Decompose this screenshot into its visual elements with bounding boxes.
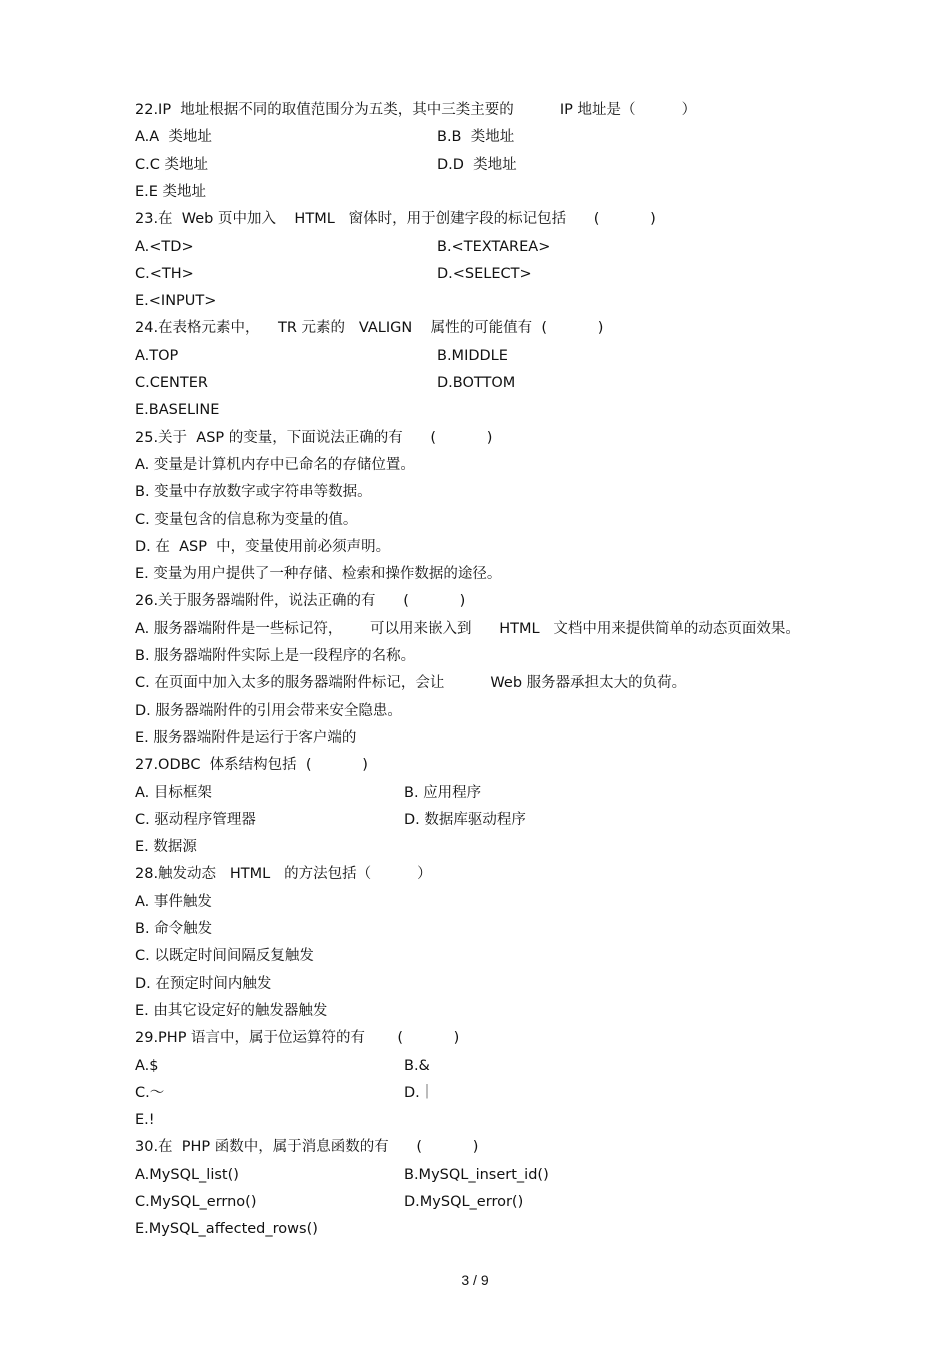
question-stem: 25.关于 ASP 的变量，下面说法正确的有 ( ) <box>135 429 493 446</box>
answer-option: C.MySQL_errno() <box>135 1194 257 1210</box>
answer-option: A.A 类地址 <box>135 129 212 146</box>
answer-option: E.<INPUT> <box>135 293 217 310</box>
answer-option: B.B 类地址 <box>437 129 515 146</box>
answer-option: E.BASELINE <box>135 402 220 419</box>
answer-option: B. 应用程序 <box>404 784 482 801</box>
question-stem: 30.在 PHP 函数中，属于消息函数的有 ( ) <box>135 1139 479 1156</box>
answer-option: B. 变量中存放数字或字符串等数据。 <box>135 484 372 501</box>
question-stem: 28.触发动态 HTML 的方法包括（ ） <box>135 866 432 883</box>
answer-option: D. 数据库驱动程序 <box>404 811 526 828</box>
answer-option: B.& <box>404 1057 430 1074</box>
page-number: 3 / 9 <box>461 1272 489 1288</box>
answer-option: A. 目标框架 <box>135 784 212 801</box>
answer-option: A.MySQL_list() <box>135 1166 239 1183</box>
question-stem: 26.关于服务器端附件，说法正确的有 ( ) <box>135 593 466 610</box>
answer-option: E. 服务器端附件是运行于客户端的 <box>135 729 357 746</box>
answer-option: D.D 类地址 <box>437 156 517 173</box>
question-stem: 22.IP 地址根据不同的取值范围分为五类，其中三类主要的 IP 地址是（ ） <box>135 102 697 118</box>
answer-option: A. 变量是计算机内存中已命名的存储位置。 <box>135 456 415 473</box>
answer-option: B.MIDDLE <box>437 347 508 364</box>
answer-option: D.BOTTOM <box>437 375 516 391</box>
answer-option: C.<TH> <box>135 265 194 282</box>
answer-option: D.<SELECT> <box>437 265 532 282</box>
answer-option: C. 在页面中加入太多的服务器端附件标记，会让 Web 服务器承担太大的负荷。 <box>135 675 687 692</box>
answer-option: B. 命令触发 <box>135 921 213 937</box>
question-stem: 27.ODBC 体系结构包括 ( ) <box>135 757 368 774</box>
answer-option: C.～ <box>135 1084 165 1101</box>
answer-option: D.｜ <box>404 1084 435 1101</box>
answer-option: B. 服务器端附件实际上是一段程序的名称。 <box>135 648 416 664</box>
question-stem: 23.在 Web 页中加入 HTML 窗体时，用于创建字段的标记包括 ( ) <box>135 211 656 228</box>
answer-option: C. 驱动程序管理器 <box>135 811 256 828</box>
question-stem: 24.在表格元素中， TR 元素的 VALIGN 属性的可能值有 ( ) <box>135 320 604 337</box>
answer-option: D. 在预定时间内触发 <box>135 975 272 992</box>
answer-option: E. 变量为用户提供了一种存储、检索和操作数据的途径。 <box>135 566 502 583</box>
answer-option: A. 服务器端附件是一些标记符， 可以用来嵌入到 HTML 文档中用来提供简单的动态页面效果。 <box>135 620 800 637</box>
answer-option: C. 变量包含的信息称为变量的值。 <box>135 511 358 528</box>
answer-option: E. 由其它设定好的触发器触发 <box>135 1002 328 1019</box>
answer-option: C.CENTER <box>135 375 208 391</box>
answer-option: A.TOP <box>135 347 179 364</box>
answer-option: C.C 类地址 <box>135 156 208 173</box>
answer-option: A.<TD> <box>135 238 194 255</box>
answer-option: D. 在 ASP 中，变量使用前必须声明。 <box>135 538 391 555</box>
question-stem: 29.PHP 语言中，属于位运算符的有 ( ) <box>135 1030 460 1047</box>
answer-option: A. 事件触发 <box>135 893 212 910</box>
answer-option: B.MySQL_insert_id() <box>404 1166 549 1183</box>
answer-option: D.MySQL_error() <box>404 1194 524 1210</box>
answer-option: E. 数据源 <box>135 839 197 856</box>
answer-option: A.$ <box>135 1057 159 1074</box>
answer-option: B.<TEXTAREA> <box>437 238 551 255</box>
answer-option: D. 服务器端附件的引用会带来安全隐患。 <box>135 702 402 719</box>
answer-option: E.MySQL_affected_rows() <box>135 1221 318 1238</box>
answer-option: C. 以既定时间间隔反复触发 <box>135 948 314 965</box>
answer-option: E.E 类地址 <box>135 183 207 200</box>
answer-option: E.! <box>135 1112 155 1129</box>
